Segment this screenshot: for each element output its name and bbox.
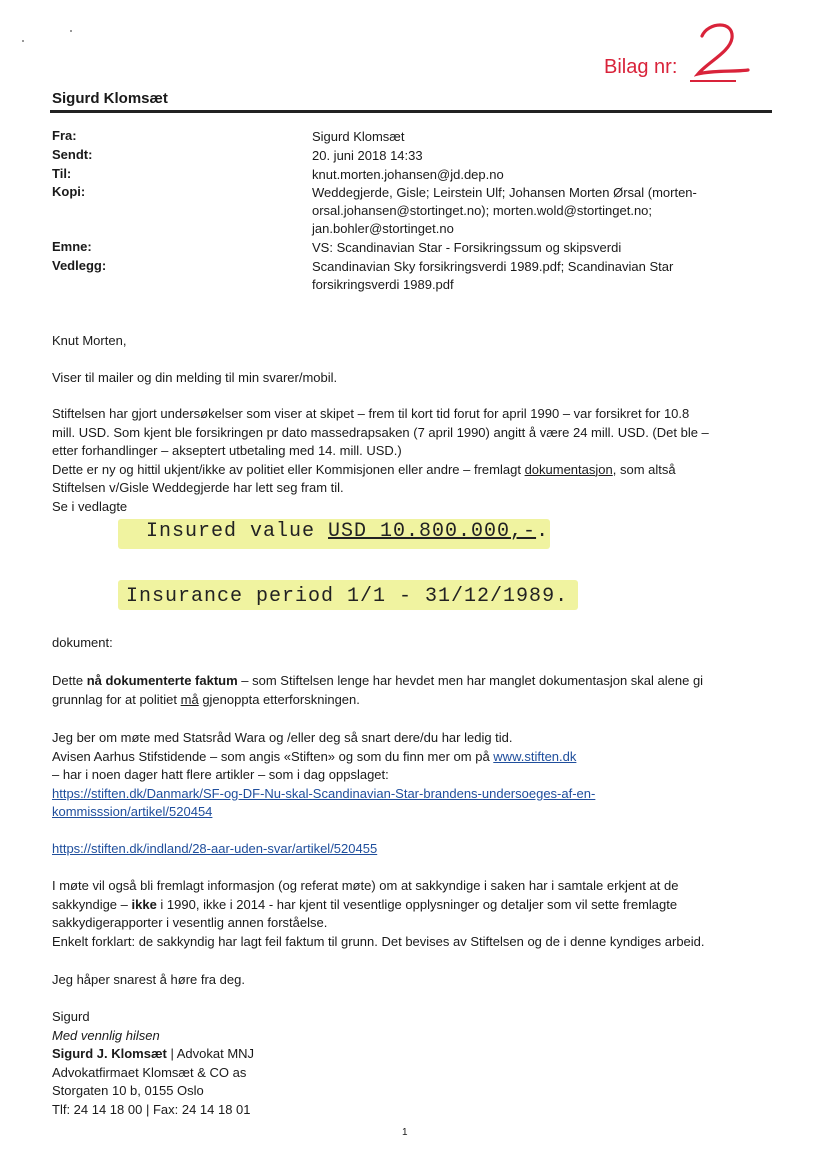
signature-full-name: Sigurd J. Klomsæt | Advokat MNJ xyxy=(52,1046,255,1061)
paragraph-closing: Jeg håper snarest å høre fra deg. xyxy=(52,972,245,987)
excerpt-insured-value: Insured value USD 10.800.000,-. xyxy=(146,520,550,543)
paragraph-meeting xyxy=(52,729,764,822)
cc-line: orsal.johansen@stortinget.no); morten.wold@stortinget.no; xyxy=(312,203,653,218)
greeting: Knut Morten, xyxy=(52,333,127,348)
sent-label: Sendt: xyxy=(52,147,93,162)
attachments-label: Vedlegg: xyxy=(52,258,107,273)
cc-line: Weddegjerde, Gisle; Leirstein Ulf; Johansen Morten Ørsal (morten- xyxy=(312,185,697,200)
scan-speck xyxy=(70,30,72,32)
subject-label: Emne: xyxy=(52,239,92,254)
cc-label: Kopi: xyxy=(52,184,86,199)
paragraph-line: sakkyndige – ikke i 1990, ikke i 2014 - har kjent til vesentlige opplysninger og detaljer som vil sette fremlagte xyxy=(52,896,678,912)
sent-value: 20. juni 2018 14:33 xyxy=(312,148,423,163)
page-number: 1 xyxy=(402,1127,408,1138)
from-label: Fra: xyxy=(52,128,77,143)
paragraph-line: mill. USD. Som kjent ble forsikringen pr dato massedrapsaken (7 april 1990) angitt å være 24 mill. USD. (Det ble – xyxy=(52,424,709,440)
paragraph-2 xyxy=(52,405,764,516)
paragraph-line: etter forhandlinger – akseptert utbetaling med 14. mill. USD.) xyxy=(52,443,402,458)
stiften-link[interactable]: www.stiften.dk xyxy=(493,748,577,764)
paragraph-line: sakkydigerapporter i vesentlig annen forståelse. xyxy=(52,915,328,930)
paragraph-line: grunnlag for at politiet må gjenoppta etterforskningen. xyxy=(52,691,360,707)
paragraph-line: Se i vedlagte xyxy=(52,498,128,514)
subject-value: VS: Scandinavian Star - Forsikringssum og skipsverdi xyxy=(312,240,622,255)
signature-address: Storgaten 10 b, 0155 Oslo xyxy=(52,1083,204,1098)
to-label: Til: xyxy=(52,166,72,181)
paragraph-line: Jeg ber om møte med Statsråd Wara og /eller deg så snart dere/du har ledig tid. xyxy=(52,730,513,745)
paragraph-line: Enkelt forklart: de sakkyndig har lagt feil faktum til grunn. Det bevises av Stiftelsen og de i denne kyndiges arbeid. xyxy=(52,933,705,949)
paragraph-line: Dette er ny og hittil ukjent/ikke av politiet eller Kommisjonen eller andre – fremlagt dokumentasjon, som altså xyxy=(52,461,676,477)
scan-speck xyxy=(22,40,24,42)
paragraph-line: Stiftelsen har gjort undersøkelser som viser at skipet – frem til kort tid forut for april 1990 – var forsikret for 10.8 xyxy=(52,406,690,421)
paragraph-1: Viser til mailer og din melding til min svarer/mobil. xyxy=(52,370,338,385)
from-value: Sigurd Klomsæt xyxy=(312,129,405,144)
signature-first-name: Sigurd xyxy=(52,1009,90,1024)
attachment-line: Scandinavian Sky forsikringsverdi 1989.pdf; Scandinavian Star xyxy=(312,259,674,274)
signature-phone: Tlf: 24 14 18 00 | Fax: 24 14 18 01 xyxy=(52,1101,251,1117)
paragraph-dokument: dokument: xyxy=(52,635,113,650)
paragraph-line: Stiftelsen v/Gisle Weddegjerde har lett seg fram til. xyxy=(52,480,344,495)
to-value: knut.morten.johansen@jd.dep.no xyxy=(312,167,504,182)
attachments-value xyxy=(312,258,752,294)
bilag-stamp-label: Bilag nr: xyxy=(604,56,678,78)
attachment-line: forsikringsverdi 1989.pdf xyxy=(312,277,454,292)
cc-line: jan.bohler@stortinget.no xyxy=(312,221,454,236)
paragraph-experts xyxy=(52,877,764,951)
paragraph-line: – har i noen dager hatt flere artikler – som i dag oppslaget: xyxy=(52,767,389,782)
article-link-1[interactable]: https://stiften.dk/Danmark/SF-og-DF-Nu-skal-Scandinavian-Star-brandens-undersoeges-af-en- kommisssion/artikel/520454 xyxy=(52,785,596,819)
bilag-underline xyxy=(690,80,736,82)
cc-value xyxy=(312,184,752,238)
paragraph-faktum xyxy=(52,672,764,709)
header-rule xyxy=(50,110,772,113)
signature-block xyxy=(52,1008,764,1119)
paragraph-line: Dette nå dokumenterte faktum – som Stiftelsen lenge har hevdet men har manglet dokumentasjon skal alene gi xyxy=(52,673,704,688)
bilag-handwritten-number xyxy=(694,22,750,80)
signature-firm: Advokatfirmaet Klomsæt & CO as xyxy=(52,1064,247,1080)
sender-name: Sigurd Klomsæt xyxy=(52,90,168,107)
paragraph-line: Avisen Aarhus Stifstidende – som angis «Stiften» og som du finn mer om på www.stiften.dk xyxy=(52,748,577,764)
article-link-2[interactable]: https://stiften.dk/indland/28-aar-uden-svar/artikel/520455 xyxy=(52,841,378,856)
dokumentasjon-underlined: dokumentasjon xyxy=(524,461,613,477)
excerpt-insurance-period: Insurance period 1/1 - 31/12/1989. xyxy=(126,585,569,608)
signature-closing: Med vennlig hilsen xyxy=(52,1027,160,1043)
paragraph-line: I møte vil også bli fremlagt informasjon (og referat møte) om at sakkyndige i saken har i samtale erkjent at de xyxy=(52,878,679,893)
